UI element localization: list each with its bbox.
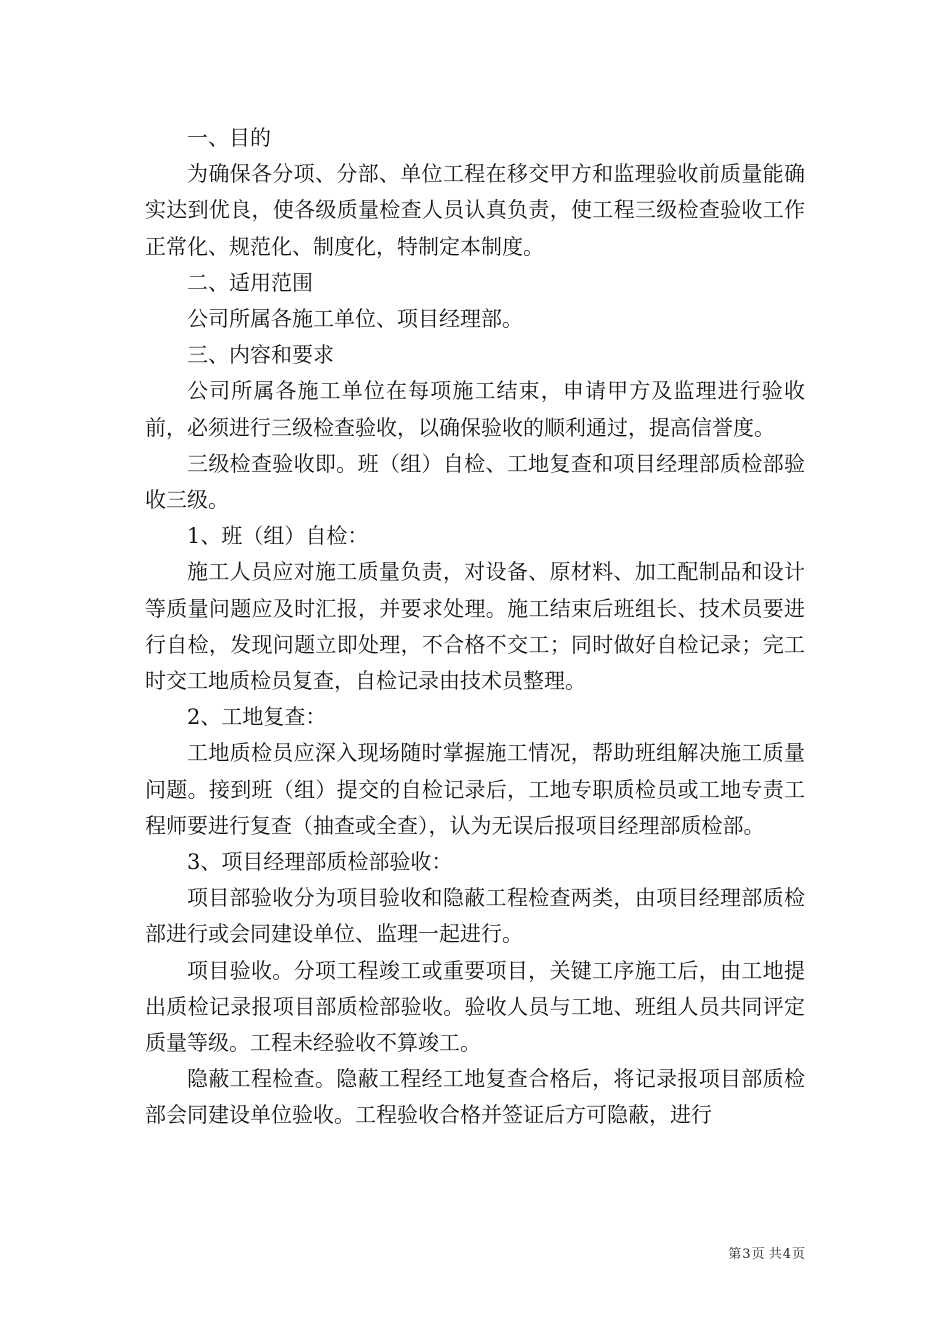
total-pages-number: 4 xyxy=(782,1247,791,1262)
page-number-footer xyxy=(728,1247,805,1263)
paragraph-scope: 公司所属各施工单位、项目经理部。 xyxy=(187,307,523,332)
footer-suffix: 页 xyxy=(791,1247,805,1262)
document-body xyxy=(145,120,805,1134)
paragraph-site-review: 工地质检员应深入现场随时掌握施工情况，帮助班组解决施工质量问题。接到班（组）提交的自检记录后，工地专职质检员或工地专责工程师要进行复查（抽查或全查），认为无误后报项目经理部质检部。 xyxy=(145,741,805,838)
paragraph-hidden-works: 隐蔽工程检查。隐蔽工程经工地复查合格后，将记录报项目部质检部会同建设单位验收。工程验收合格并签证后方可隐蔽，进行 xyxy=(145,1067,805,1128)
footer-prefix: 第 xyxy=(728,1247,742,1262)
heading-scope: 二、适用范围 xyxy=(187,270,313,295)
paragraph-project-acceptance: 项目验收。分项工程竣工或重要项目，关键工序施工后，由工地提出质检记录报项目部质检部验收。验收人员与工地、班组人员共同评定质量等级。工程未经验收不算竣工。 xyxy=(145,958,805,1056)
paragraph-content-intro: 公司所属各施工单位在每项施工结束，申请甲方及监理进行验收前，必须进行三级检查验收，以确保验收的顺利通过，提高信誉度。 xyxy=(145,379,805,440)
subheading-site-review: 2、工地复查： xyxy=(187,705,327,730)
paragraph-three-levels: 三级检查验收即。班（组）自检、工地复查和项目经理部质检部验收三级。 xyxy=(145,451,805,513)
current-page-number: 3 xyxy=(742,1247,751,1262)
paragraph-purpose: 为确保各分项、分部、单位工程在移交甲方和监理验收前质量能确实达到优良，使各级质量检查人员认真负责，使工程三级检查验收工作正常化、规范化、制度化，特制定本制度。 xyxy=(145,162,805,259)
subheading-dept-acceptance: 3、项目经理部质检部验收： xyxy=(187,850,453,875)
paragraph-self-check: 施工人员应对施工质量负责，对设备、原材料、加工配制品和设计等质量问题应及时汇报，并要求处理。施工结束后班组长、技术员要进行自检，发现问题立即处理，不合格不交工；同时做好自检记录；完工时交工地质检员复查，自检记录由技术员整理。 xyxy=(145,560,805,694)
heading-purpose: 一、目的 xyxy=(187,126,271,150)
footer-middle: 页 共 xyxy=(751,1247,782,1262)
subheading-self-check: 1、班（组）自检： xyxy=(187,524,369,549)
heading-content: 三、内容和要求 xyxy=(187,343,334,368)
paragraph-dept-acceptance: 项目部验收分为项目验收和隐蔽工程检查两类，由项目经理部质检部进行或会同建设单位、监理一起进行。 xyxy=(145,886,805,947)
